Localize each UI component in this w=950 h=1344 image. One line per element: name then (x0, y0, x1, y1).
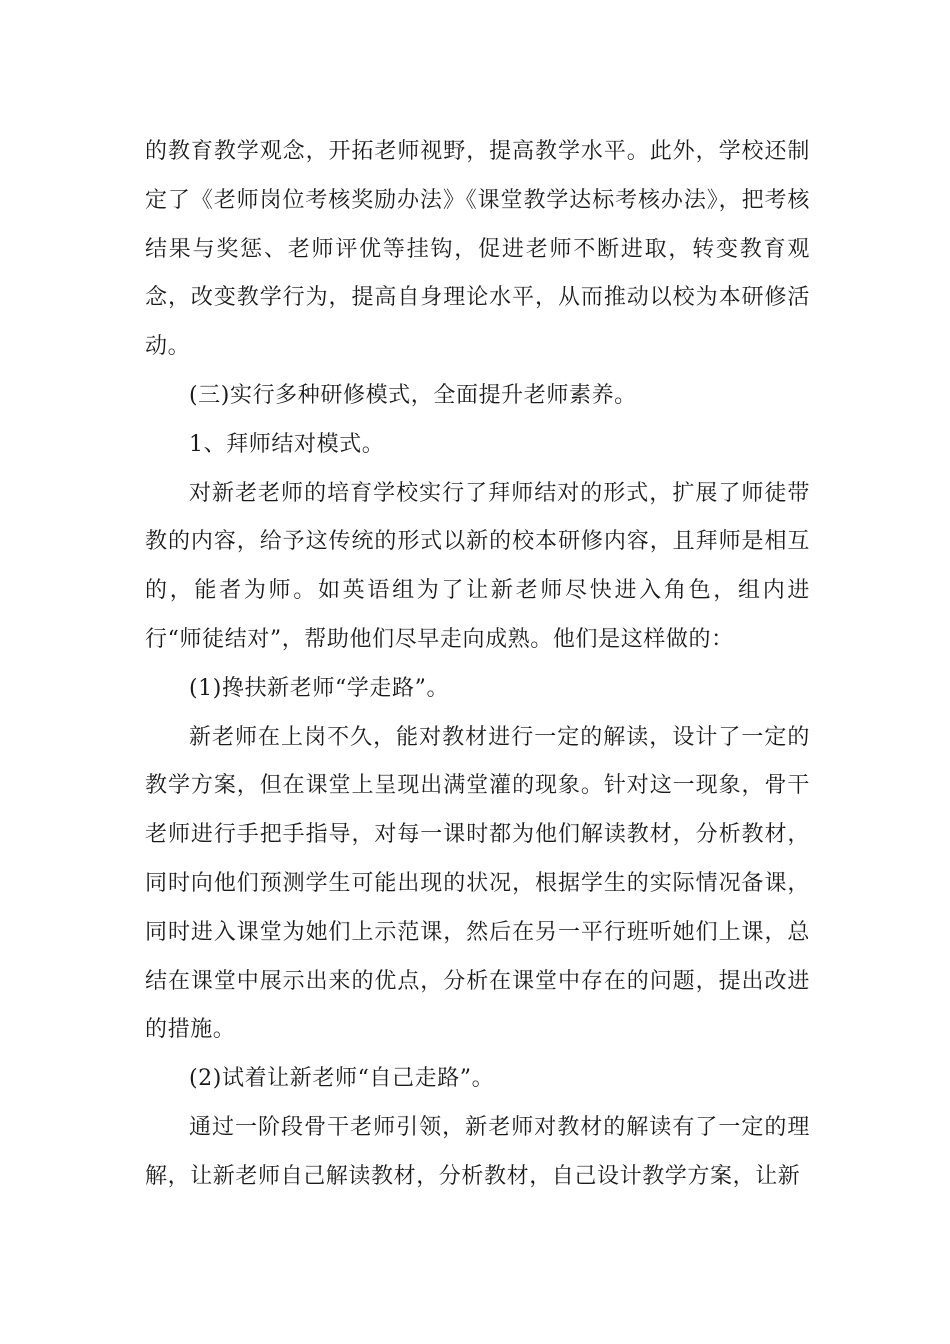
heading-research-modes: (三)实行多种研修模式，全面提升老师素养。 (189, 382, 637, 408)
heading-mentorship-mode: 1、拜师结对模式。 (189, 431, 385, 457)
paragraph-independent-teaching: 通过一阶段骨干老师引领，新老师对教材的解读有了一定的理解，让新老师自己解读教材，分析教材，自己设计教学方案，让新 (145, 1114, 810, 1189)
subheading-learn-to-walk: (1)搀扶新老师“学走路”。 (189, 675, 450, 701)
paragraph-continued-evaluation-policy: 的教育教学观念，开拓老师视野，提高教学水平。此外，学校还制定了《老师岗位考核奖励办法》《课堂教学达标考核办法》，把考核结果与奖惩、老师评优等挂钩，促进老师不断进取，转变教育观念，改变教学行为，提高自身理论水平，从而推动以校为本研修活动。 (145, 139, 810, 360)
paragraph-mentorship-description: 对新老老师的培育学校实行了拜师结对的形式，扩展了师徒带教的内容，给予这传统的形式以新的校本研修内容，且拜师是相互的，能者为师。如英语组为了让新老师尽快进入角色，组内进行“师徒结对”，帮助他们尽早走向成熟。他们是这样做的： (145, 480, 810, 652)
document-body (145, 128, 810, 1202)
paragraph-guided-teaching: 新老师在上岗不久，能对教材进行一定的解读，设计了一定的教学方案，但在课堂上呈现出满堂灌的现象。针对这一现象，骨干老师进行手把手指导，对每一课时都为他们解读教材，分析教材，同时向他们预测学生可能出现的状况，根据学生的实际情况备课，同时进入课堂为她们上示范课，然后在另一平行班听她们上课，总结在课堂中展示出来的优点，分析在课堂中存在的问题，提出改进的措施。 (145, 724, 810, 1043)
subheading-walk-alone: (2)试着让新老师“自己走路”。 (189, 1066, 495, 1092)
